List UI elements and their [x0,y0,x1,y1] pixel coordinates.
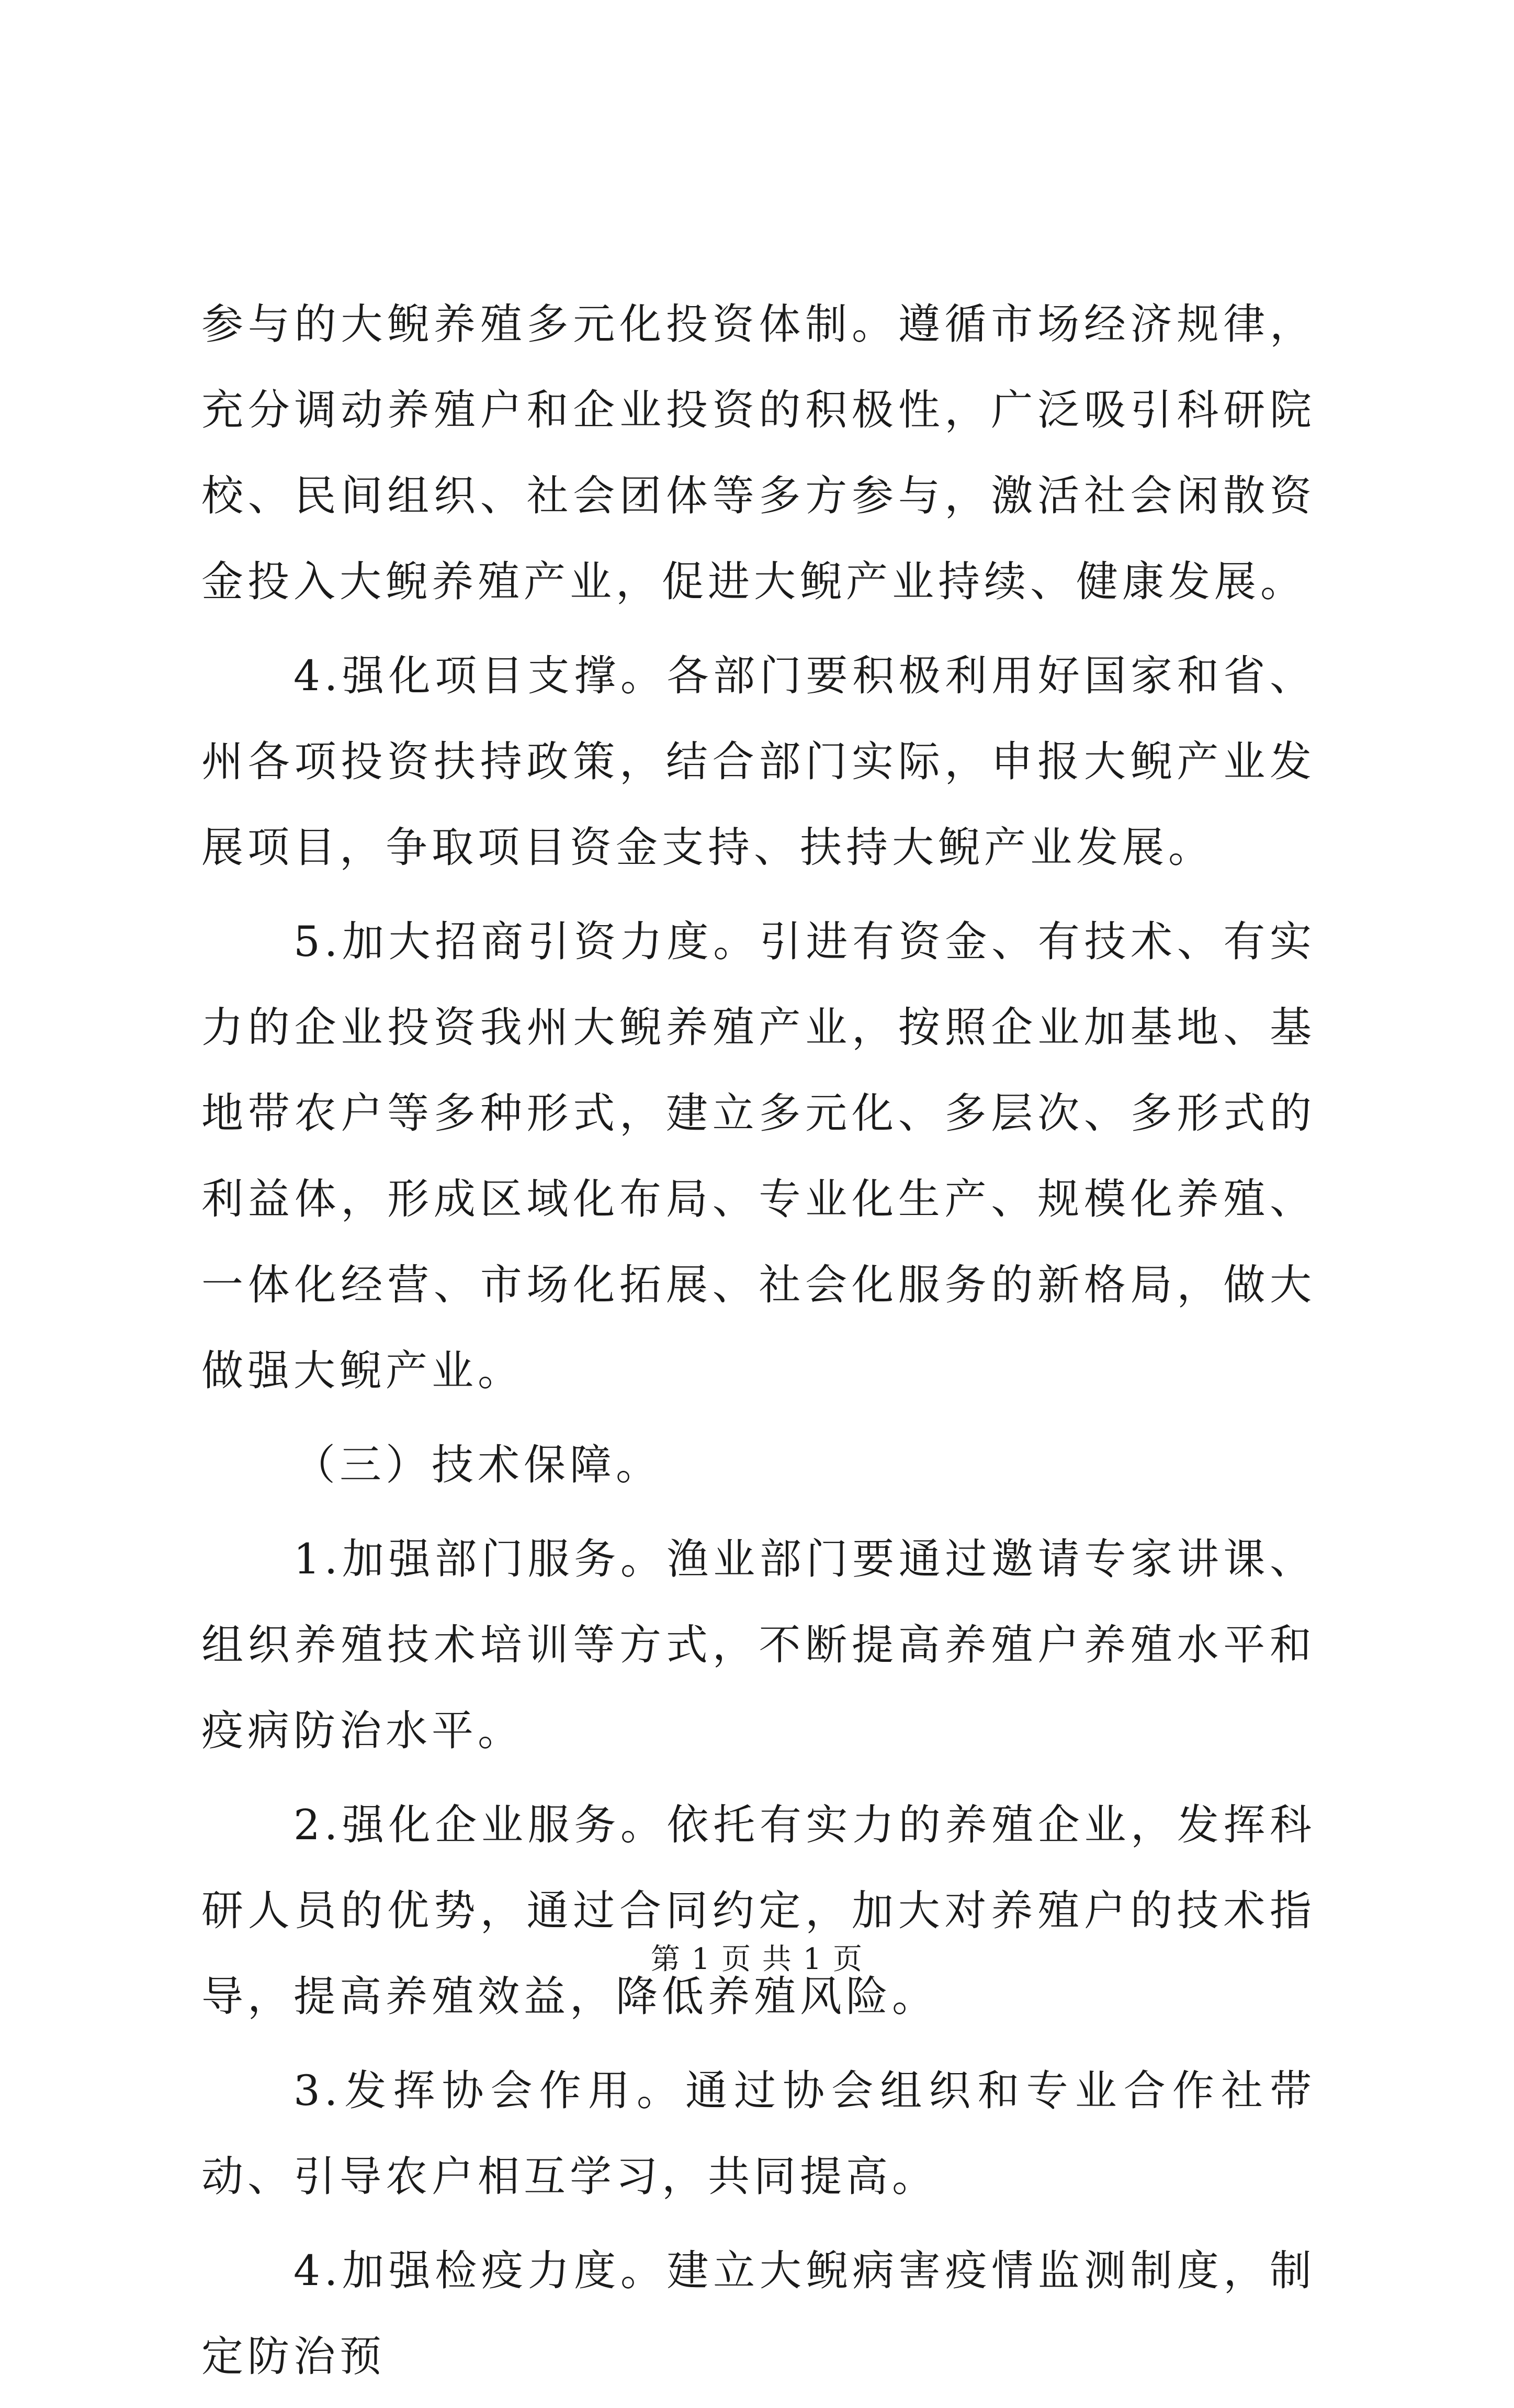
paragraph-6: 3.发挥协会作用。通过协会组织和专业合作社带动、引导农户相互学习，共同提高。 [201,2066,1316,2201]
paragraph-3: 5.加大招商引资力度。引进有资金、有技术、有实力的企业投资我州大鲵养殖产业，按照企业加基地、基地带农户等多种形式，建立多元化、多层次、多形式的利益体，形成区域化布局、专业化生产、规模化养殖、一体化经营、市场化拓展、社会化服务的新格局，做大做强大鲵产业。 [201,917,1316,1395]
paragraph-7: 4.加强检疫力度。建立大鲵病害疫情监测制度，制定防治预 [201,2246,1316,2381]
document-body [201,282,1316,2408]
paragraph-2: 4.强化项目支撑。各部门要积极利用好国家和省、州各项投资扶持政策，结合部门实际，申报大鲵产业发展项目，争取项目资金支持、扶持大鲵产业发展。 [201,651,1316,872]
page-footer: 第 1 页 共 1 页 [650,1942,864,1976]
section-heading: （三）技术保障。 [293,1441,662,1489]
paragraph-1: 参与的大鲵养殖多元化投资体制。遵循市场经济规律，充分调动养殖户和企业投资的积极性，广泛吸引科研院校、民间组织、社会团体等多方参与，激活社会闲散资金投入大鲵养殖产业，促进大鲵产业持续、健康发展。 [201,300,1316,606]
paragraph-4: 1.加强部门服务。渔业部门要通过邀请专家讲课、组织养殖技术培训等方式，不断提高养殖户养殖水平和疫病防治水平。 [201,1535,1316,1755]
paragraph-5: 2.强化企业服务。依托有实力的养殖企业，发挥科研人员的优势，通过合同约定，加大对养殖户的技术指导，提高养殖效益，降低养殖风险。 [201,1801,1316,2021]
